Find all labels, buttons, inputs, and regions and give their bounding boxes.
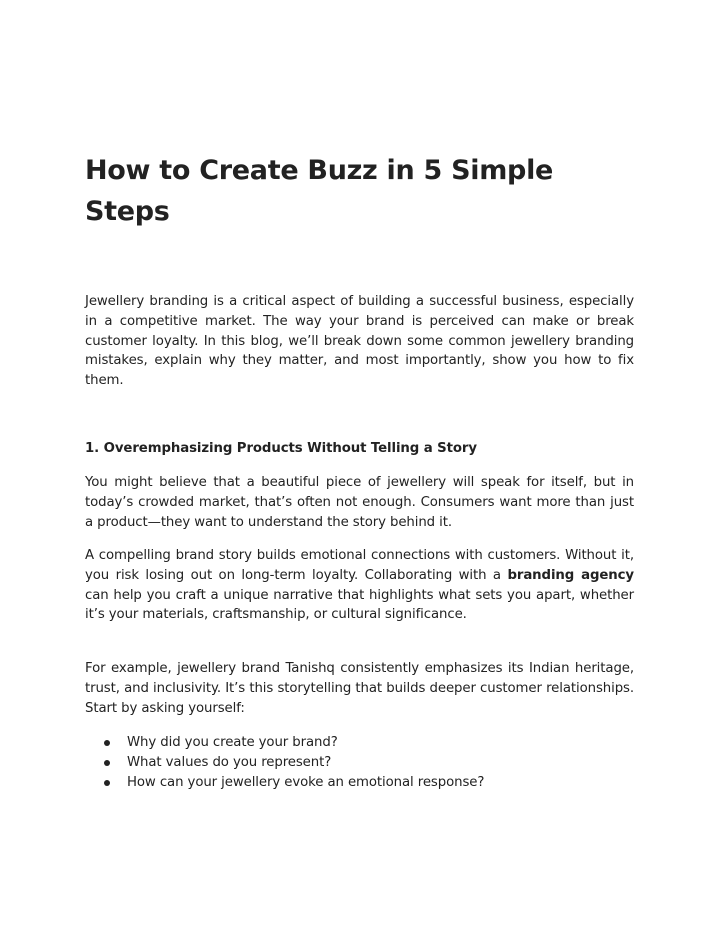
list-item [85, 753, 634, 773]
list-item-text: What values do you represent? [127, 754, 332, 770]
section-paragraph-1: You might believe that a beautiful piece of jewellery will speak for itself, but in today’s crowded market, that’s often not enough. Consumers want more than just a product—they want to understand the story behind it. [85, 475, 634, 530]
bullet-icon [104, 760, 110, 766]
list-item-text: How can your jewellery evoke an emotional response? [127, 774, 485, 790]
bullet-icon [104, 740, 110, 746]
section-paragraph-3: For example, jewellery brand Tanishq consistently emphasizes its Indian heritage, trust, and inclusivity. It’s this storytelling that builds deeper customer relationships. Start by asking yourself: [85, 661, 634, 716]
intro-paragraph: Jewellery branding is a critical aspect of building a successful business, especially in a competitive market. The way your brand is perceived can make or break customer loyalty. In this blog, we’ll break down some common jewellery branding mistakes, explain why they matter, and most importantly, show you how to fix them. [85, 294, 634, 389]
section-heading: 1. Overemphasizing Products Without Telling a Story [85, 441, 477, 456]
list-item-text: Why did you create your brand? [127, 735, 338, 750]
section-paragraph-2 [85, 546, 634, 625]
list-item [85, 733, 634, 753]
branding-agency-link[interactable]: branding agency [507, 567, 634, 583]
document-title: How to Create Buzz in 5 Simple Steps [85, 155, 554, 227]
paragraph-2-text-start: A compelling brand story builds emotional connections with customers. Without it, you risk losing out on long-term loyalty. Collaborating with a [85, 548, 634, 583]
list-item [85, 773, 634, 793]
question-list [85, 733, 634, 792]
paragraph-2-text-end: can help you craft a unique narrative that highlights what sets you apart, whether it’s your materials, craftsmanship, or cultural significance. [85, 587, 634, 623]
bullet-icon [104, 780, 110, 786]
